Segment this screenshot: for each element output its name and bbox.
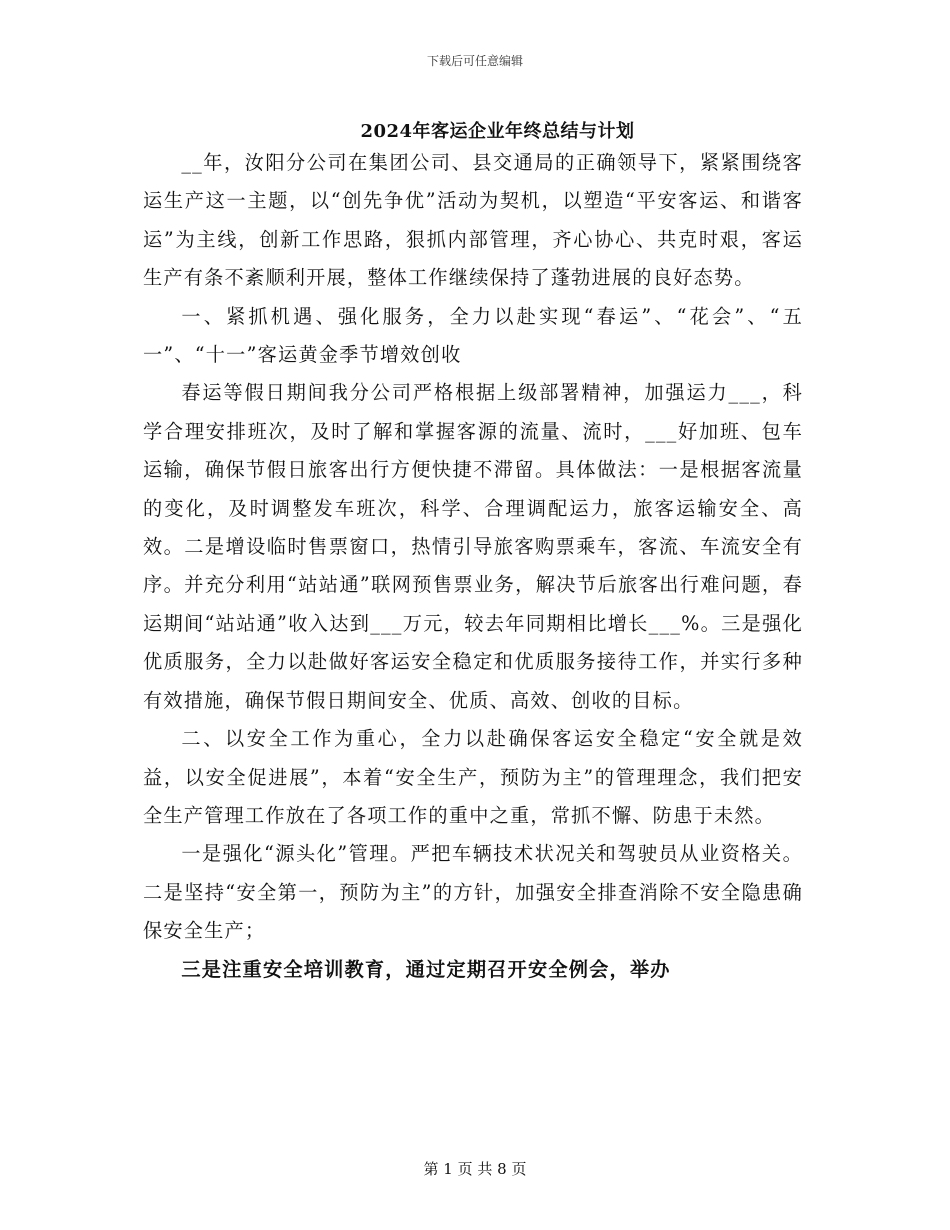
document-body [143, 144, 803, 989]
paragraph-safety-training: 三是注重安全培训教育，通过定期召开安全例会，举办 [181, 957, 671, 981]
paragraph-section-2: 二、以安全工作为重心，全力以赴确保客运安全稳定“安全就是效益，以安全促进展”，本着“安全生产，预防为主”的管理理念，我们把安全生产管理工作放在了各项工作的重中之重，常抓不懈、防患于未然。 [143, 727, 803, 827]
paragraph-intro: __年，汝阳分公司在集团公司、县交通局的正确领导下，紧紧围绕客运生产这一主题，以“创先争优”活动为契机，以塑造“平安客运、和谐客运”为主线，创新工作思路，狠抓内部管理，齐心协心、共克时艰，客运生产有条不紊顺利开展，整体工作继续保持了蓬勃进展的良好态势。 [143, 151, 803, 290]
page-header-note: 下载后可任意编辑 [426, 54, 523, 68]
page-number: 第 1 页 共 8 页 [423, 1160, 527, 1178]
paragraph-section-1-body: 春运等假日期间我分公司严格根据上级部署精神，加强运力___，科学合理安排班次，及时了解和掌握客源的流量、流时，___好加班、包车运输，确保节假日旅客出行方便快捷不滞留。具体做法：一是根据客流量的变化，及时调整发车班次，科学、合理调配运力，旅客运输安全、高效。二是增设临时售票窗口，热情引导旅客购票乘车，客流、车流安全有序。并充分利用“站站通”联网预售票业务，解决节后旅客出行难问题，春运期间“站站通”收入达到___万元，较去年同期相比增长___%。三是强化优质服务，全力以赴做好客运安全稳定和优质服务接待工作，并实行多种有效措施，确保节假日期间安全、优质、高效、创收的目标。 [143, 381, 803, 712]
paragraph-section-1-heading: 一、紧抓机遇、强化服务，全力以赴实现“春运”、“花会”、“五一”、“十一”客运黄金季节增效创收 [143, 304, 803, 367]
paragraph-safety-measures: 一是强化“源头化”管理。严把车辆技术状况关和驾驶员从业资格关。二是坚持“安全第一，预防为主”的方针，加强安全排查消除不安全隐患确保安全生产； [143, 842, 803, 943]
document-title: 2024年客运企业年终总结与计划 [360, 121, 635, 142]
